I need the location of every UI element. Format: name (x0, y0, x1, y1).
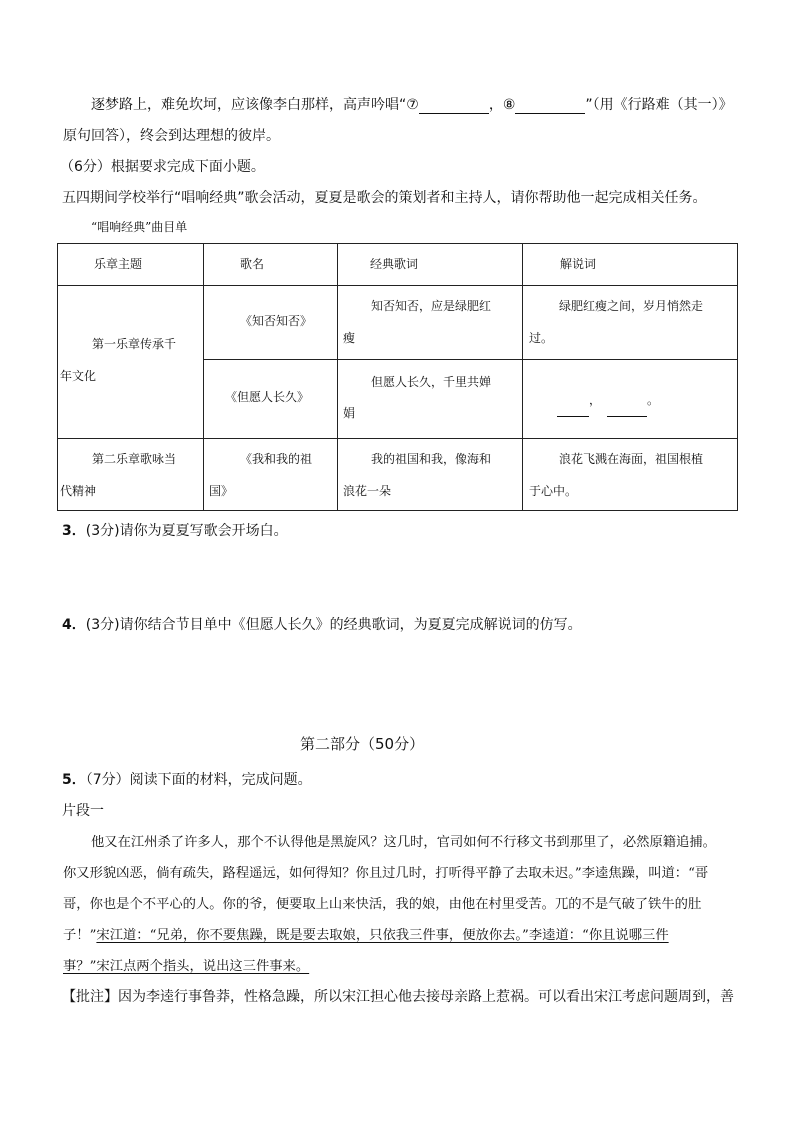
q2-separator: ， (488, 97, 503, 113)
passage-line-5: 事？”宋江点两个指头，说出这三件事来。 (63, 959, 310, 974)
header-lyric: 经典歌词 (370, 257, 419, 271)
question-3-text: (3分)请你为夏夏写歌会开场白。 (85, 523, 288, 539)
blank-8-marker: ⑧ (502, 97, 516, 113)
question-4 (62, 614, 582, 634)
section-score-line: （6分）根据要求完成下面小题。 (60, 159, 265, 175)
lyric2-line2: 娟 (343, 406, 356, 420)
blank-7-field[interactable] (419, 97, 489, 114)
lyric2-line1: 但愿人长久，千里共婵 (371, 375, 492, 389)
explain1-line2: 过。 (529, 331, 554, 345)
header-explanation: 解说词 (560, 257, 597, 271)
blank-7-marker: ⑦ (406, 97, 419, 113)
explain2-blanks (557, 385, 659, 417)
question-4-number: 4． (62, 617, 86, 633)
theme2-line1: 第二乐章歌咏当 (92, 452, 177, 466)
annotation (62, 986, 734, 1006)
section-intro: 五四期间学校举行“唱响经典”歌会活动，夏夏是歌会的策划者和主持人，请你帮助他一起完成相关任务。 (62, 190, 707, 206)
annotation-text: 因为李逵行事鲁莽，性格急躁，所以宋江担心他去接母亲路上惹祸。可以看出宋江考虑问题周到，善 (118, 989, 734, 1005)
song1-name: 《知否知否》 (240, 314, 313, 328)
explain2-separator: ， (589, 393, 602, 407)
theme1-line1: 第一乐章传承千 (92, 337, 177, 351)
annotation-label: 【批注】 (62, 989, 118, 1005)
header-song: 歌名 (240, 257, 265, 271)
explain3-line1: 浪花飞溅在海面，祖国根植 (559, 452, 704, 466)
theme2-line2: 代精神 (60, 484, 97, 498)
program-table (57, 243, 738, 511)
song3-line2: 国》 (209, 484, 234, 498)
explain1-line1: 绿肥红瘦之间，岁月悄然走 (559, 299, 704, 313)
passage-line-4-underlined: 宋江道：“兄弟，你不要焦躁，既是要去取娘，只依我三件事，便放你去。”李逵道：“你且说哪三件 (96, 928, 669, 943)
question-3-number: 3． (62, 523, 86, 539)
song3-line1: 《我和我的祖 (240, 452, 313, 466)
question-5 (62, 769, 312, 789)
q2-line2: 原句回答），终会到达理想的彼岸。 (63, 128, 280, 144)
lyric3-line2: 浪花一朵 (343, 484, 392, 498)
q2-line1-suffix: ”（用《行路难（其一）》 (585, 97, 733, 113)
question-5-number: 5． (62, 772, 86, 788)
lyric3-line1: 我的祖国和我，像海和 (371, 452, 492, 466)
theme1-line2: 年文化 (60, 369, 97, 383)
q2-line1-prefix: 逐梦路上，难免坎坷，应该像李白那样，高声吟唱“ (91, 97, 407, 113)
table-caption: “唱响经典”曲目单 (91, 220, 188, 234)
blank-8-field[interactable] (515, 97, 585, 114)
explain2-end: 。 (647, 393, 660, 407)
question-3 (62, 520, 288, 540)
explain2-blank1-field[interactable] (557, 385, 589, 417)
song2-name: 《但愿人长久》 (225, 390, 310, 404)
q2-line1 (91, 94, 733, 114)
lyric1-line2: 瘦 (343, 331, 356, 345)
question-4-text: (3分)请你结合节目单中《但愿人长久》的经典歌词，为夏夏完成解说词的仿写。 (85, 617, 582, 633)
fragment-label: 片段一 (62, 803, 104, 819)
explain2-blank2-field[interactable] (607, 385, 647, 417)
explain3-line2: 于心中。 (529, 484, 578, 498)
lyric1-line1: 知否知否，应是绿肥红 (371, 299, 492, 313)
passage-line-4-plain: 子！” (63, 928, 97, 943)
part2-title: 第二部分（50分） (300, 735, 425, 753)
question-5-text: （7分）阅读下面的材料，完成问题。 (85, 772, 312, 788)
passage-line-3: 哥，你也是个不平心的人。你的爷，便要取上山来快活，我的娘，由他在村里受苦。兀的不是气破了铁牛的肚 (63, 897, 702, 912)
passage-line-2: 你又形貌凶恶，倘有疏失，路程遥远，如何得知？你且过几时，打听得平静了去取未迟。”李逵焦躁，叫道：“哥 (63, 866, 709, 881)
passage-line-4 (63, 924, 669, 943)
header-theme: 乐章主题 (94, 257, 143, 271)
passage-line-1: 他又在江州杀了许多人，那个不认得他是黑旋风？这几时，官司如何不行移文书到那里了，必然原籍追捕。 (91, 835, 716, 850)
